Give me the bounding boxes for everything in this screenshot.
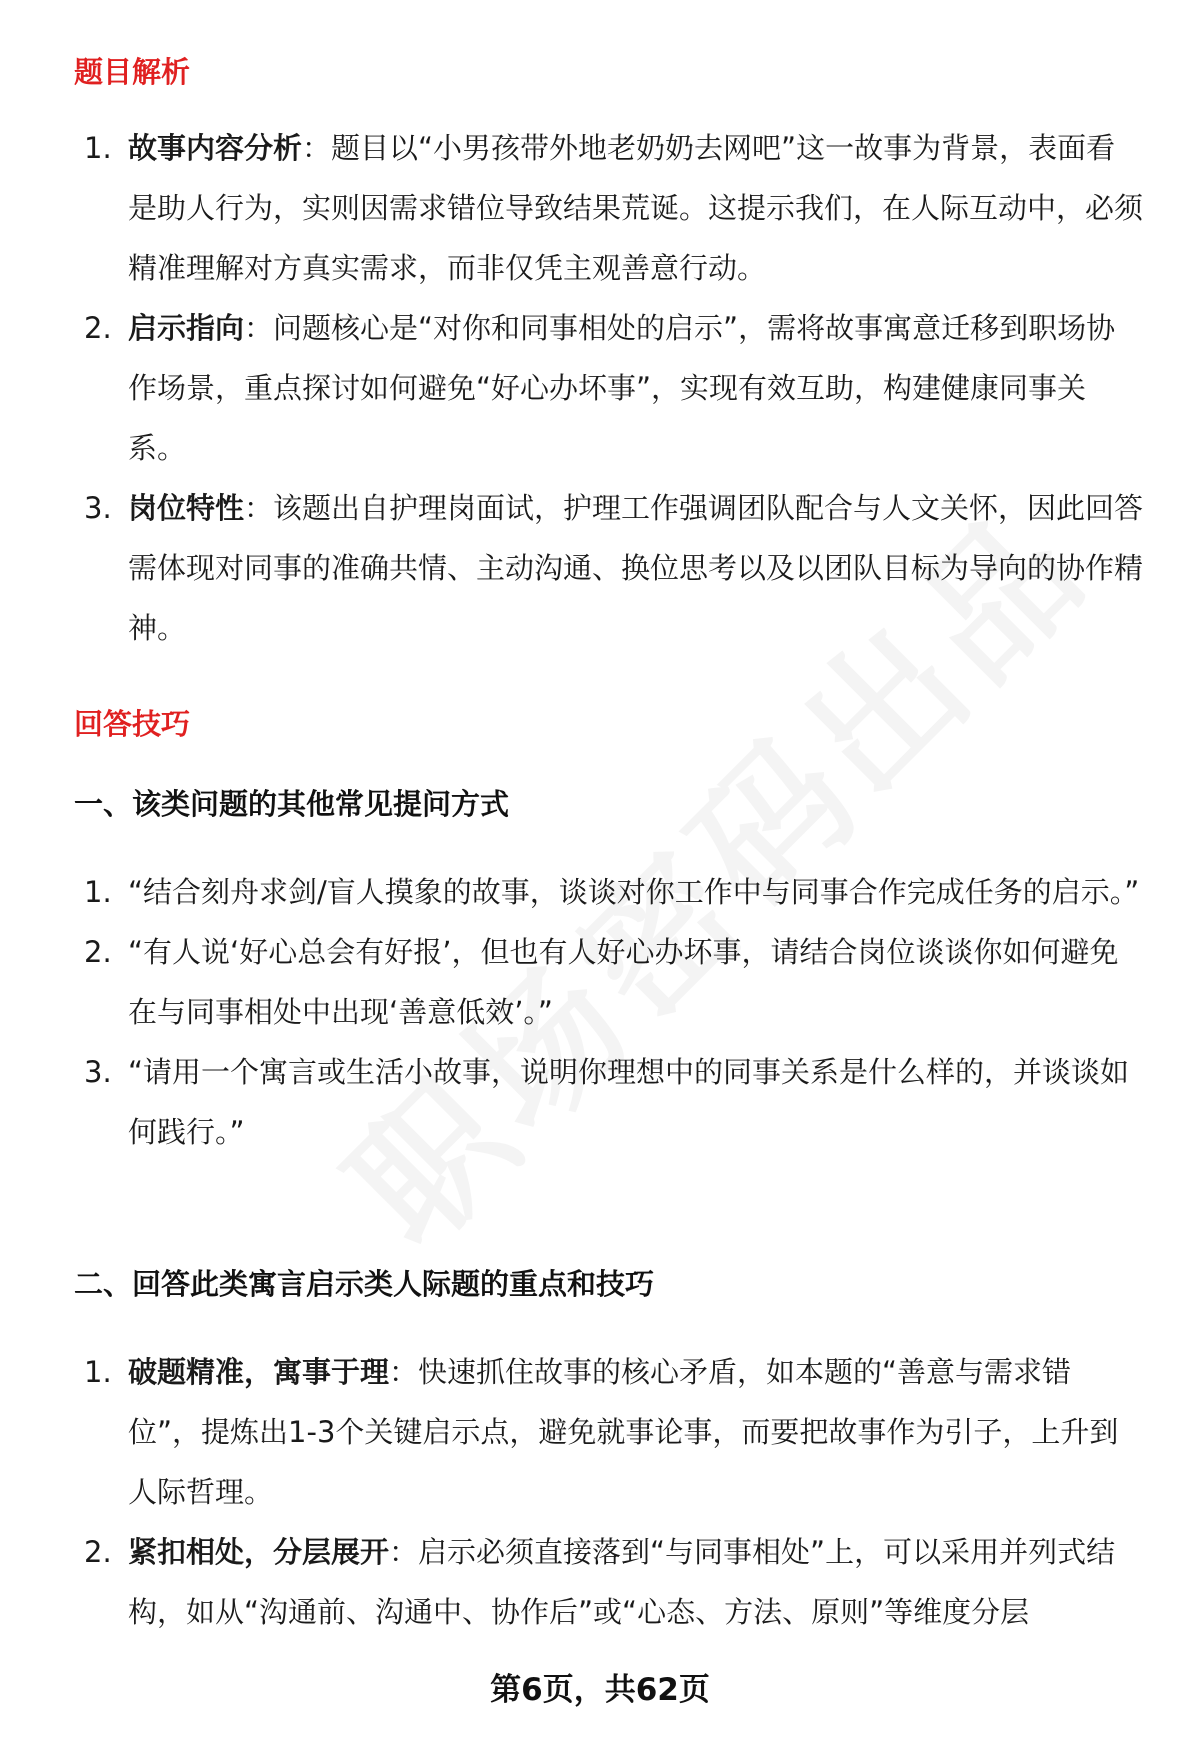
item-heading: 紧扣相处，分层展开 [128, 1535, 390, 1569]
list-item [0, 298, 1144, 478]
item-text: “结合刻舟求剑/盲人摸象的故事，谈谈对你工作中与同事合作完成任务的启示。” [128, 875, 1140, 909]
item-heading: 岗位特性 [128, 491, 245, 525]
section-title-tips: 回答技巧 [74, 707, 191, 741]
list-item [0, 478, 1144, 658]
list-number: 2. [84, 311, 112, 345]
item-text: ：快速抓住故事的核心矛盾，如本题的“善意与需求错位”，提炼出1-3个关键启示点，避免就事论事，而要把故事作为引子，上升到人际哲理。 [128, 1355, 1119, 1509]
list-item [0, 1042, 1144, 1162]
section-title-analysis: 题目解析 [74, 55, 191, 89]
list-number: 1. [84, 875, 112, 909]
list-number: 2. [84, 1535, 112, 1569]
item-text: “请用一个寓言或生活小故事，说明你理想中的同事关系是什么样的，并谈谈如何践行。” [128, 1055, 1130, 1149]
item-heading: 启示指向 [128, 311, 245, 345]
item-text: ：问题核心是“对你和同事相处的启示”，需将故事寓意迁移到职场协作场景，重点探讨如何避免“好心办坏事”，实现有效互助，构建健康同事关系。 [128, 311, 1116, 465]
subsection-title-alt-questions: 一、该类问题的其他常见提问方式 [74, 787, 510, 821]
list-number: 1. [84, 1355, 112, 1389]
item-text: “有人说‘好心总会有好报’，但也有人好心办坏事，请结合岗位谈谈你如何避免在与同事相处中出现‘善意低效’。” [128, 935, 1119, 1029]
analysis-list [0, 118, 1200, 658]
list-number: 2. [84, 935, 112, 969]
item-heading: 故事内容分析 [128, 131, 303, 165]
subsection-title-key-points: 二、回答此类寓言启示类人际题的重点和技巧 [74, 1267, 655, 1301]
key-points-list [0, 1342, 1200, 1642]
list-item [0, 922, 1144, 1042]
list-number: 3. [84, 491, 112, 525]
item-heading: 破题精准，寓事于理 [128, 1355, 390, 1389]
list-item [0, 1522, 1144, 1642]
list-item [0, 118, 1144, 298]
list-item [0, 1342, 1144, 1522]
item-text: ：启示必须直接落到“与同事相处”上，可以采用并列式结构，如从“沟通前、沟通中、协作后”或“心态、方法、原则”等维度分层 [128, 1535, 1116, 1629]
list-number: 3. [84, 1055, 112, 1089]
alt-questions-list [0, 862, 1200, 1162]
page-number-footer: 第6页，共62页 [490, 1672, 710, 1708]
list-item [0, 862, 1144, 922]
list-number: 1. [84, 131, 112, 165]
item-text: ：题目以“小男孩带外地老奶奶去网吧”这一故事为背景，表面看是助人行为，实则因需求错位导致结果荒诞。这提示我们，在人际互动中，必须精准理解对方真实需求，而非仅凭主观善意行动。 [128, 131, 1144, 285]
item-text: ：该题出自护理岗面试，护理工作强调团队配合与人文关怀，因此回答需体现对同事的准确共情、主动沟通、换位思考以及以团队目标为导向的协作精神。 [128, 491, 1144, 645]
